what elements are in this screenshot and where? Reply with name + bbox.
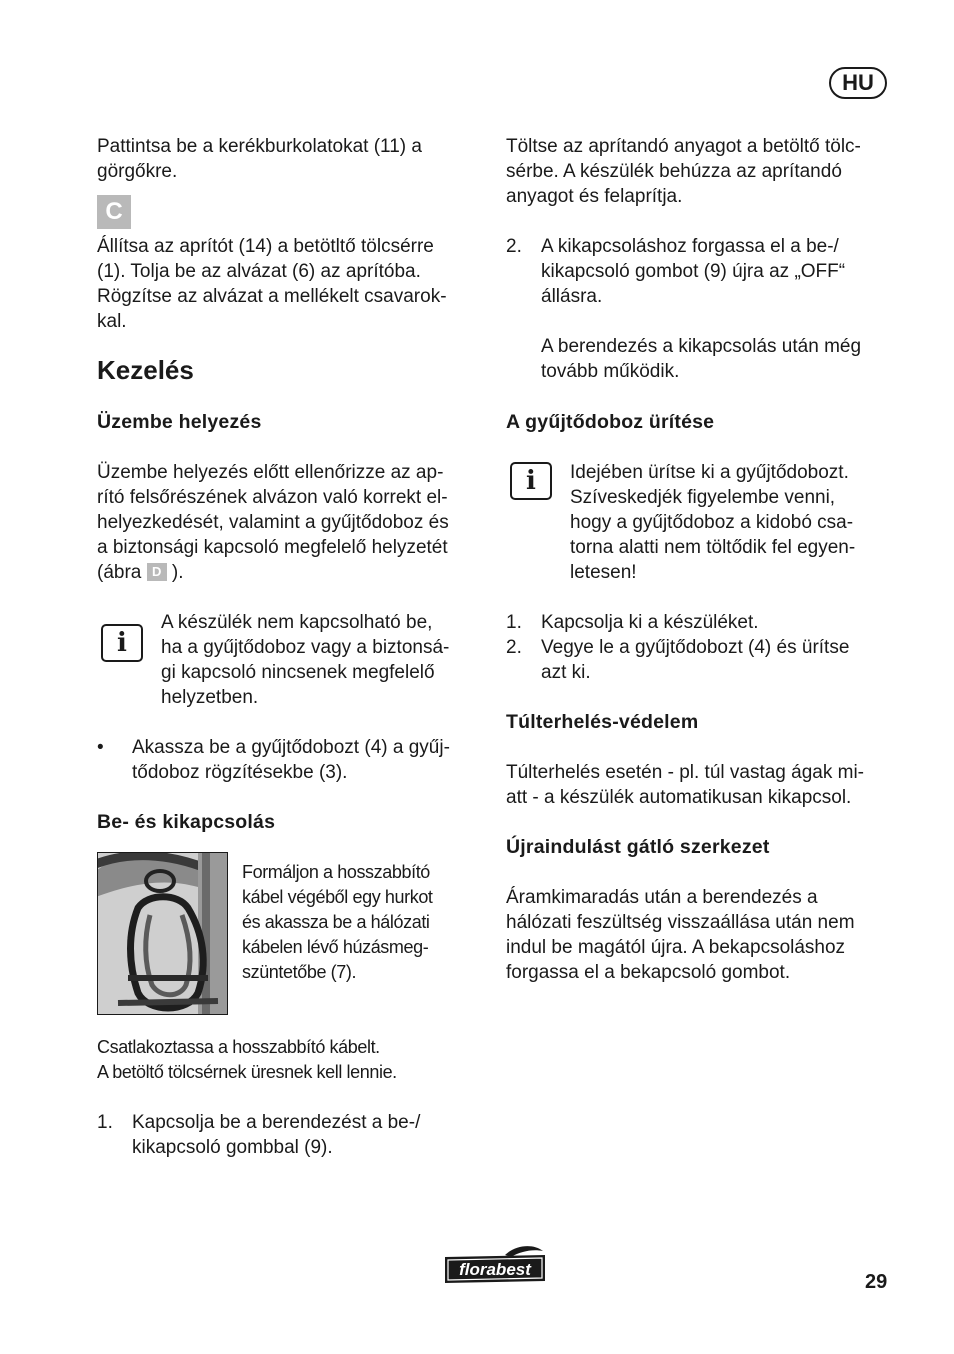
text-line: tovább működik. [541, 361, 680, 382]
text-line: állásra. [541, 286, 603, 307]
text-line: A készülék nem kapcsolható be, [161, 612, 433, 633]
figure-tag-c: C [97, 195, 131, 229]
text-line: Üzembe helyezés előtt ellenőrizze az ap- [97, 462, 444, 483]
text-line: anyagot és felaprítja. [506, 186, 683, 207]
text-line: Pattintsa be a kerékburkolatokat (11) a [97, 136, 422, 157]
paragraph-connect-cable [97, 1035, 397, 1085]
heading-ujraindulast-gatlo: Újraindulást gátló szerkezet [506, 836, 770, 858]
info-icon: i [510, 462, 552, 500]
text-line: szüntetőbe (7). [242, 962, 357, 982]
page-number: 29 [865, 1271, 888, 1293]
text-line: rító felsőrészének alvázon való korrekt el- [97, 487, 448, 508]
bullet-item-hang-box [132, 735, 450, 785]
logo-text: florabest [459, 1260, 531, 1279]
text-line: letesen! [570, 562, 637, 583]
step-note-runs-on [541, 334, 861, 384]
step-switch-on [132, 1110, 420, 1160]
text-line: és akassza be a hálózati [242, 912, 430, 932]
text-line: indul be magától újra. A bekapcsoláshoz [506, 937, 846, 958]
text-line: Akassza be a gyűjtődobozt (4) a gyűj- [132, 737, 450, 758]
text-line: Idejében ürítse ki a gyűjtődobozt. [570, 462, 849, 483]
heading-uzembe-helyezes: Üzembe helyezés [97, 411, 262, 433]
list-item: Kapcsolja ki a készüléket. [541, 612, 759, 633]
text-line: kikapcsoló gombot (9) újra az „OFF“ [541, 261, 846, 282]
text-line: Szíveskedjék figyelembe venni, [570, 487, 836, 508]
cable-loop-illustration [98, 853, 227, 1014]
paragraph-overload [506, 760, 864, 810]
text-line: a biztonsági kapcsoló megfelelő helyzetét [97, 537, 448, 558]
text-line: A betöltő tölcsérnek üresnek kell lennie. [97, 1062, 397, 1082]
step-number: 1. [506, 612, 522, 633]
list-item [541, 635, 849, 685]
info-icon: i [101, 624, 143, 662]
text-line: (1). Tolja be az alvázat (6) az aprítóba. [97, 261, 421, 282]
step-number: 1. [97, 1112, 113, 1133]
text-line: gi kapcsoló nincsenek megfelelő [161, 662, 435, 683]
text-line: kal. [97, 311, 127, 332]
bullet-marker: • [97, 737, 104, 758]
figure-tag-d: D [147, 563, 167, 581]
text-line [97, 560, 449, 585]
paragraph-wheel-covers [97, 134, 422, 184]
text-line: torna alatti nem töltődik fel egyen- [570, 537, 856, 558]
text-line: Formáljon a hosszabbító [242, 862, 430, 882]
info-note-empty-box [570, 460, 855, 585]
paragraph-commissioning [97, 460, 449, 585]
step-switch-off [541, 234, 845, 309]
step-number: 2. [506, 637, 522, 658]
text-line: kábel végéből egy hurkot [242, 887, 433, 907]
text-fragment: ). [171, 562, 184, 583]
paragraph-restart-lock [506, 885, 855, 985]
text-line: forgassa el a bekapcsoló gombot. [506, 962, 791, 983]
text-line: A kikapcsoláshoz forgassa el a be-/ [541, 236, 839, 257]
language-badge: HU [829, 67, 887, 99]
heading-kezeles: Kezelés [97, 355, 194, 385]
paragraph-assembly [97, 234, 447, 334]
text-line: kikapcsoló gombbal (9). [132, 1137, 333, 1158]
text-line: helyezkedését, valamint a gyűjtődoboz és [97, 512, 449, 533]
text-line: hogy a gyűjtődoboz a kidobó csa- [570, 512, 854, 533]
photo-caption [242, 860, 433, 985]
text-line: Túlterhelés esetén - pl. túl vastag ágak mi- [506, 762, 865, 783]
text-line: görgőkre. [97, 161, 178, 182]
heading-tulterheles-vedelem: Túlterhelés-védelem [506, 711, 699, 733]
florabest-logo-mark [443, 1245, 547, 1285]
text-line: azt ki. [541, 662, 591, 683]
text-line: tődoboz rögzítésekbe (3). [132, 762, 348, 783]
text-line: Vegye le a gyűjtődobozt (4) és ürítse [541, 637, 850, 658]
heading-be-es-kikapcsolas: Be- és kikapcsolás [97, 811, 276, 833]
text-line: Kapcsolja be a berendezést a be-/ [132, 1112, 421, 1133]
text-line: att - a készülék automatikusan kikapcsol. [506, 787, 852, 808]
text-line: ha a gyűjtődoboz vagy a biztonsá- [161, 637, 450, 658]
text-line: Csatlakoztassa a hosszabbító kábelt. [97, 1037, 380, 1057]
text-line: Töltse az aprítandó anyagot a betöltő tölc- [506, 136, 861, 157]
text-line: A berendezés a kikapcsolás után még [541, 336, 862, 357]
text-line: helyzetben. [161, 687, 259, 708]
text-line: sérbe. A készülék behúzza az aprítandó [506, 161, 842, 182]
cable-loop-photo [97, 852, 228, 1015]
text-line: Áramkimaradás után a berendezés a [506, 887, 818, 908]
step-number: 2. [506, 236, 522, 257]
florabest-logo [443, 1245, 547, 1285]
text-line: kábelen lévő húzásmeg- [242, 937, 429, 957]
text-line: Állítsa az aprítót (14) a betötltő tölcsérre [97, 236, 434, 257]
info-note-switch [161, 610, 449, 710]
text-line: Rögzítse az alvázat a mellékelt csavarok- [97, 286, 447, 307]
text-line: hálózati feszültség visszaállása után nem [506, 912, 855, 933]
text-fragment: (ábra [97, 562, 142, 583]
paragraph-fill-material [506, 134, 861, 209]
heading-gyujtodoboz-uritese: A gyűjtődoboz ürítése [506, 411, 715, 433]
